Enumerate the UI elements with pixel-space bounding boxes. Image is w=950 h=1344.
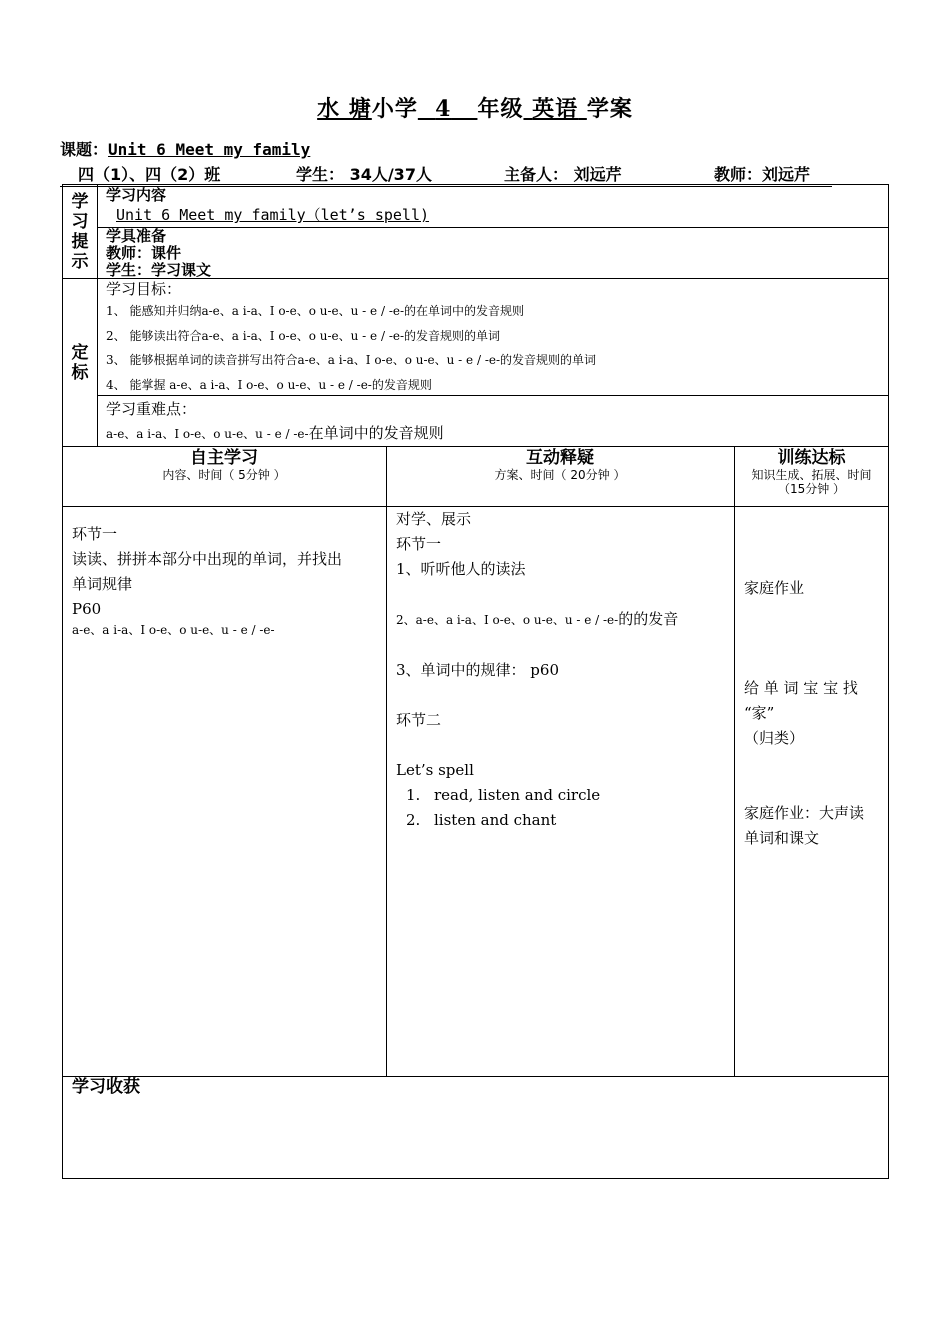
interaction-sub: 方案、时间（ 20分钟 ） (494, 468, 626, 482)
topic-label: 课题： (60, 140, 109, 159)
grade-suffix: 年级 (477, 96, 524, 122)
goal-item: 4、 能掌握 a-e、a i-a、I o-e、o u-e、u - e / -e-的发音规则 (106, 377, 432, 392)
goal-item: 2、 能够读出符合a-e、a i-a、I o-e、o u-e、u - e / -e-的发音规则的单词 (106, 328, 501, 343)
info-classes: 四（1）、四（2）班 (78, 165, 221, 184)
column-divider (734, 446, 735, 1076)
content-value: Unit 6 Meet my family（let’s spell) (116, 206, 430, 224)
training-task: （归类） (744, 729, 805, 747)
training-task: 给 单 词 宝 宝 找 (744, 679, 858, 697)
training-homework: 单词和课文 (744, 829, 820, 847)
self-study-sub: 内容、时间（ 5分钟 ） (162, 468, 286, 482)
interaction-step2: 环节二 (396, 711, 442, 729)
school-name: 水 塘 (317, 96, 372, 122)
goal-item: 3、 能够根据单词的读音拼写出符合a-e、a i-a、I o-e、o u-e、u - e / -e-的发音规则的单词 (106, 353, 597, 367)
training-sub2: （15分钟 ） (777, 482, 846, 496)
interaction-item: 1、听听他人的读法 (396, 560, 526, 578)
subject-name: 英语 (532, 96, 579, 122)
content-heading: 学习内容 (106, 186, 167, 204)
column-divider (386, 446, 387, 1076)
interaction-intro: 对学、展示 (396, 510, 472, 528)
row-divider (97, 227, 889, 228)
training-homework: 家庭作业 (744, 579, 805, 597)
goals-side-label: 定标 (71, 343, 89, 383)
interaction-title: 互动释疑 (526, 448, 594, 468)
prep-teacher: 教师：课件 (106, 244, 182, 262)
self-study-title: 自主学习 (190, 448, 258, 468)
doc-type: 学案 (586, 96, 633, 122)
self-study-line: 单词规律 (72, 575, 133, 593)
interaction-step1: 环节一 (396, 535, 442, 553)
interaction-item: 2、a-e、a i-a、I o-e、o u-e、u - e / -e-的的发音 (396, 610, 679, 628)
school-suffix: 小学 (371, 96, 418, 122)
interaction-item: 3、单词中的规律： p60 (396, 661, 560, 679)
prep-section (106, 228, 211, 279)
tips-side-label: 学习提示 (71, 192, 89, 272)
interaction-header (386, 448, 734, 482)
key-suffix: 在单词中的发音规则 (308, 424, 444, 442)
goal-item: 1、 能感知并归纳a-e、a i-a、I o-e、o u-e、u - e / -e-的在单词中的发音规则 (106, 304, 525, 318)
lets-spell-heading: Let’s spell (396, 761, 474, 779)
training-title: 训练达标 (777, 448, 846, 468)
list-item: 1. read, listen and circle (406, 786, 601, 804)
info-preparer: 主备人： 刘远芹 (504, 165, 622, 184)
topic-value: Unit 6 Meet my family (108, 140, 311, 159)
training-task: “家” (744, 704, 775, 722)
topic-line (60, 137, 310, 160)
prep-heading: 学具准备 (106, 227, 167, 245)
key-content (106, 423, 444, 444)
grade-number: 4 (435, 96, 452, 122)
self-study-content (72, 522, 382, 638)
info-teacher: 教师：刘远芹 (714, 165, 811, 184)
training-content (744, 576, 882, 851)
list-item: 2. listen and chant (406, 811, 557, 829)
side-divider (97, 184, 98, 446)
harvest-heading: 学习收获 (72, 1077, 140, 1097)
key-heading: 学习重难点： (106, 400, 197, 418)
interaction-content (396, 507, 730, 833)
info-students: 学生： 34人/37人 (296, 165, 432, 184)
prep-student: 学生：学习课文 (106, 261, 212, 279)
self-study-header (62, 448, 386, 482)
training-homework: 家庭作业：大声读 (744, 804, 865, 822)
self-study-line: 读读、拼拼本部分中出现的单词，并找出 (72, 550, 343, 568)
row-divider (62, 1076, 889, 1077)
row-divider (62, 446, 889, 447)
goals-list (106, 299, 596, 397)
key-patterns: a-e、a i-a、I o-e、o u-e、u - e / -e- (106, 427, 309, 441)
goals-heading: 学习目标： (106, 280, 182, 298)
training-header (734, 448, 889, 496)
self-study-page: P60 (72, 600, 102, 618)
self-study-patterns: a-e、a i-a、I o-e、o u-e、u - e / -e- (72, 623, 275, 637)
training-sub1: 知识生成、拓展、时间 (751, 468, 872, 482)
page-title (0, 92, 950, 123)
self-study-step: 环节一 (72, 525, 118, 543)
activity-list (396, 783, 730, 833)
